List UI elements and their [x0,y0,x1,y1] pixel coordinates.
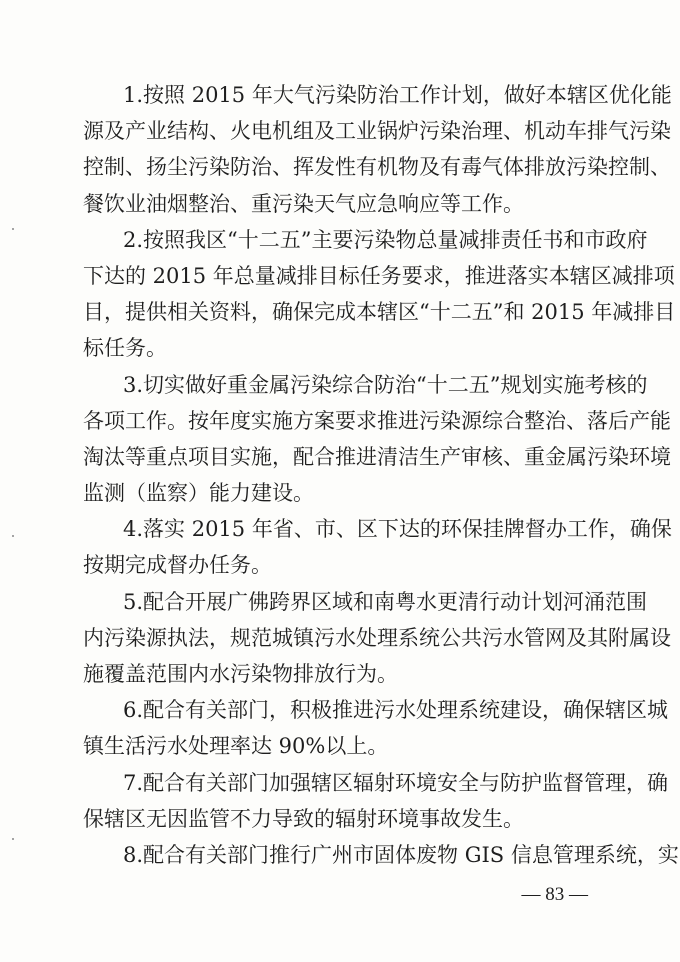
page-number: — 83 — [521,884,588,905]
paragraph-3-line: 监测（监察）能力建设。 [83,481,314,506]
body-text [83,77,679,873]
paragraph-3-line: 各项工作。按年度实施方案要求推进污染源综合整治、落后产能 [83,408,671,433]
paragraph-5-line: 内污染源执法，规范城镇污水处理系统公共污水管网及其附属设 [83,625,671,650]
paragraph-1-line: 餐饮业油烟整治、重污染天气应急响应等工作。 [83,191,524,216]
paragraph-2-line: 目，提供相关资料，确保完成本辖区“十二五”和 2015 年减排目 [83,300,676,325]
paragraph-7-line: 保辖区无因监管不力导致的辐射环境事故发生。 [83,806,524,831]
paragraph-2-line: 标任务。 [83,336,167,361]
paragraph-1-line: 源及产业结构、火电机组及工业锅炉污染治理、机动车排气污染 [83,119,671,144]
paragraph-3-first-line: 3.切实做好重金属污染综合防治“十二五”规划实施考核的 [123,372,648,397]
paragraph-3-line: 淘汰等重点项目实施，配合推进清洁生产审核、重金属污染环境 [83,444,671,469]
paragraph-6-line: 镇生活污水处理率达 90%以上。 [83,734,389,759]
paragraph-6-first-line: 6.配合有关部门，积极推进污水处理系统建设，确保辖区城 [123,698,669,723]
paragraph-1-first-line: 1.按照 2015 年大气污染防治工作计划，做好本辖区优化能 [123,83,672,107]
scan-speck [12,838,14,840]
scan-speck [12,228,14,230]
paragraph-7-first-line: 7.配合有关部门加强辖区辐射环境安全与防护监督管理，确 [123,770,669,795]
paragraph-2-line: 下达的 2015 年总量减排目标任务要求，推进落实本辖区减排项 [83,263,675,288]
paragraph-5-line: 施覆盖范围内水污染物排放行为。 [83,662,398,686]
paragraph-1-line: 控制、扬尘污染防治、挥发性有机物及有毒气体排放污染控制、 [83,155,671,180]
paragraph-8-first-line: 8.配合有关部门推行广州市固体废物 GIS 信息管理系统，实 [123,842,679,867]
paragraph-4-line: 按期完成督办任务。 [83,553,272,578]
paragraph-4-first-line: 4.落实 2015 年省、市、区下达的环保挂牌督办工作，确保 [123,517,672,542]
paragraph-5-first-line: 5.配合开展广佛跨界区域和南粤水更清行动计划河涌范围 [123,589,648,614]
scan-speck [12,535,14,537]
paragraph-2-first-line: 2.按照我区“十二五”主要污染物总量减排责任书和市政府 [123,227,648,252]
